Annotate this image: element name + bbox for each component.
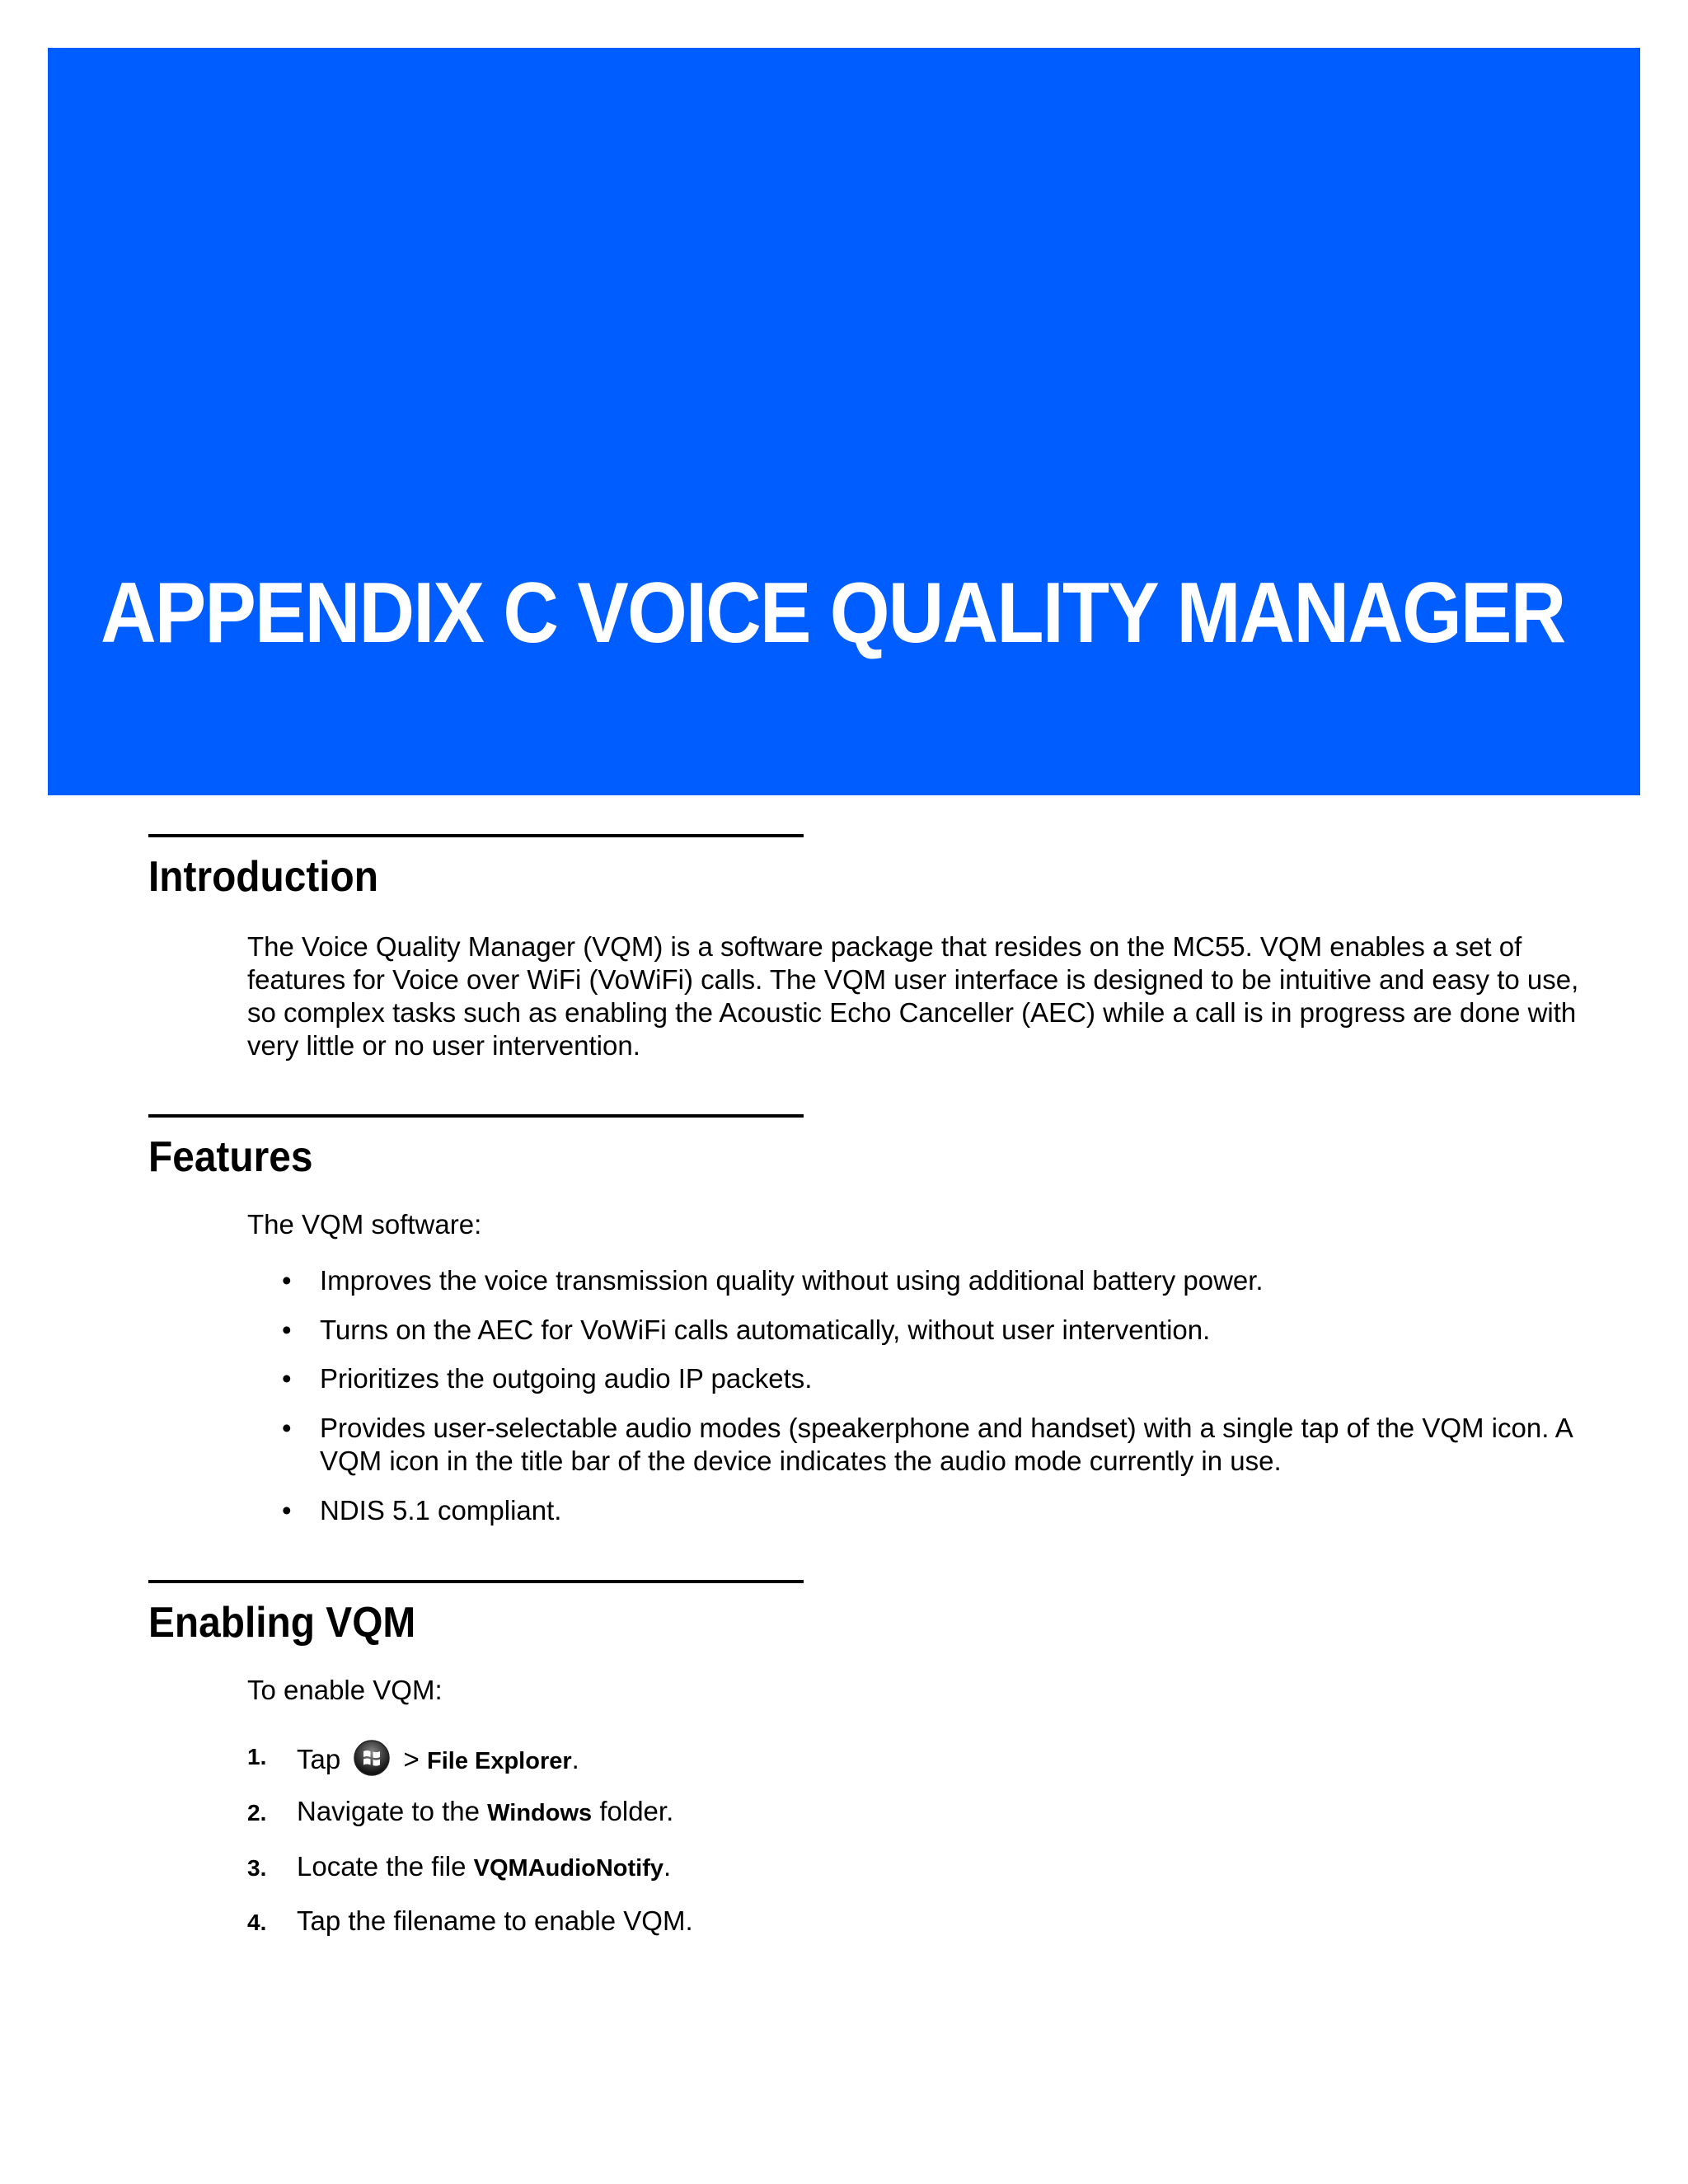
windows-start-icon: [353, 1739, 391, 1777]
list-item: [247, 1494, 1599, 1527]
step-text-after: .: [663, 1851, 672, 1882]
introduction-heading: Introduction: [148, 853, 379, 901]
step-number: 4.: [247, 1910, 267, 1935]
step-text-before: Tap: [297, 1744, 349, 1774]
step-number: 1.: [247, 1744, 267, 1769]
enabling-intro: To enable VQM:: [247, 1675, 443, 1705]
chapter-title: APPENDIX C VOICE QUALITY MANAGER: [101, 565, 1565, 661]
list-item: [247, 1412, 1599, 1478]
bullet-dot: •: [282, 1413, 292, 1443]
list-item-text: Prioritizes the outgoing audio IP packets.: [320, 1363, 813, 1394]
step-text-before: Tap the filename to enable VQM.: [297, 1905, 693, 1936]
bullet-dot: •: [282, 1265, 292, 1296]
features-intro: The VQM software:: [247, 1209, 482, 1240]
bullet-dot: •: [282, 1315, 292, 1345]
step-text-after: .: [571, 1744, 579, 1774]
step-text-after: folder.: [592, 1796, 674, 1826]
step-text-before: Locate the file: [297, 1851, 474, 1882]
enabling-vqm-heading: Enabling VQM: [148, 1599, 416, 1647]
features-heading: Features: [148, 1133, 313, 1181]
list-item-text: NDIS 5.1 compliant.: [320, 1495, 562, 1526]
step-text-before: Navigate to the: [297, 1796, 488, 1826]
list-item-text: Turns on the AEC for VoWiFi calls automatically, without user intervention.: [320, 1315, 1211, 1345]
bullet-dot: •: [282, 1495, 292, 1526]
section-rule-introduction: [148, 834, 804, 837]
step-text: [297, 1739, 579, 1778]
list-item-text: Improves the voice transmission quality without using additional battery power.: [320, 1265, 1264, 1296]
step-text: [297, 1850, 671, 1885]
step-text: [297, 1795, 673, 1830]
bullet-dot: •: [282, 1363, 292, 1394]
chapter-banner: [48, 48, 1640, 795]
list-item: [247, 1264, 1599, 1297]
list-item-text: Provides user-selectable audio modes (speakerphone and handset) with a single tap of the VQM icon. A VQM icon in the title bar of the device indicates the audio mode currently in use.: [320, 1413, 1572, 1476]
section-rule-features: [148, 1114, 804, 1118]
section-rule-enabling: [148, 1580, 804, 1583]
file-explorer-label: File Explorer: [426, 1748, 572, 1774]
introduction-paragraph: The Voice Quality Manager (VQM) is a software package that resides on the MC55. VQM enables a set of features for Voice over WiFi (VoWiFi) calls. The VQM user interface is designed to be intuitive and easy to use, so complex tasks such as enabling the Acoustic Echo Canceller (AEC) while a call is in progress are done with very little or no user intervention.: [247, 931, 1579, 1061]
step-text: [297, 1905, 693, 1938]
windows-folder-label: Windows: [487, 1800, 593, 1826]
list-item: [247, 1362, 1599, 1395]
step-number: 3.: [247, 1855, 267, 1881]
step-number: 2.: [247, 1800, 267, 1825]
filename-label: VQMAudioNotify: [473, 1855, 664, 1882]
list-item: [247, 1314, 1599, 1347]
step-text-separator: >: [396, 1744, 427, 1774]
